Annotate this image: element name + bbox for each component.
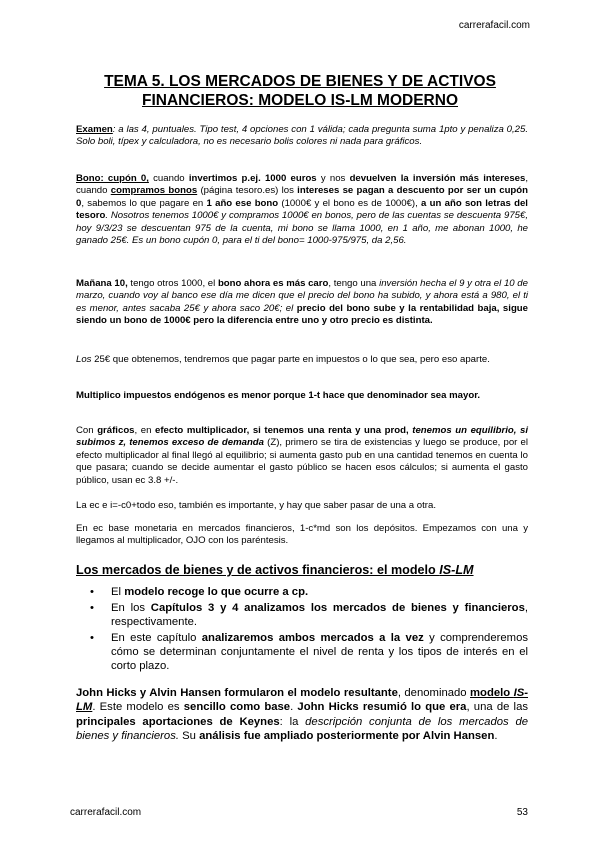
bullet-item xyxy=(90,585,528,599)
text-span: tenemos un equilibrio, si subimos z, tenemos exceso de demanda xyxy=(76,425,529,449)
bullet-icon: • xyxy=(90,632,94,644)
paragraph-graficos xyxy=(76,425,528,487)
text-span: a un año son letras del tesoro xyxy=(76,197,528,222)
text-span: devuelven la inversión más intereses xyxy=(349,173,526,184)
text-span: precio del bono sube y la rentabilidad baja, sigue siendo un bono de 1000€ pero la diferencia entre uno y otro precio es distinta. xyxy=(76,302,528,327)
text-span: 1 año ese bono xyxy=(206,197,279,209)
text-span: , una de las xyxy=(466,701,529,714)
text-span: modelo xyxy=(470,687,514,699)
text-span: : la xyxy=(279,715,306,728)
text-span: inversión hecha el 9 y otra el 10 de marzo, cuando voy al banco ese día me dicen que el precio del bono ha subido, y ahora está a 980, el ti es menor, antes sacaba 25€ y ahora saco 20€; el xyxy=(76,278,528,314)
text-span: , tengo una xyxy=(328,278,380,289)
paragraph-hicks-hansen xyxy=(76,686,528,744)
section-heading-text: Los mercados de bienes y de activos financieros: el modelo xyxy=(76,563,440,577)
text-span: análisis fue ampliado posteriormente por Alvin Hansen xyxy=(199,730,495,743)
text-span: Su xyxy=(179,730,200,743)
text-span: IS-LM xyxy=(76,687,529,714)
text-span: efecto multiplicador, si tenemos una renta y una prod, xyxy=(155,425,413,436)
paragraph-examen xyxy=(76,124,528,149)
text-span: intereses se pagan a descuento por ser un cupón 0 xyxy=(76,185,529,209)
text-span: , en xyxy=(134,425,156,436)
text-span: analizaremos ambos mercados a la vez xyxy=(201,632,424,644)
title-line-2: FINANCIEROS: MODELO IS-LM MODERNO xyxy=(141,92,459,109)
section-heading xyxy=(76,563,528,577)
bullet-item xyxy=(90,631,528,673)
text-span: modelo recoge lo que ocurre a cp. xyxy=(124,586,309,598)
page-title xyxy=(70,72,530,110)
text-span: Multiplico impuestos endógenos es menor porque 1-t hace que denominador sea mayor. xyxy=(76,390,481,401)
paragraph-manana xyxy=(76,278,528,328)
text-span: Capítulos 3 y 4 analizamos los mercados de bienes y financieros xyxy=(150,602,525,614)
text-span: compramos bonos xyxy=(110,185,198,197)
text-span: John Hicks resumió lo que era xyxy=(297,701,467,714)
text-span: (1000€ y el bono es de 1000€), xyxy=(278,197,422,209)
bullet-item xyxy=(90,601,528,629)
text-span: tengo otros 1000, el xyxy=(127,278,218,289)
examen-text: : a las 4, puntuales. Tipo test, 4 opciones con 1 válida; cada pregunta suma 1pto y penaliza 0,25. Solo boli, típex y calculadora, no es necesario bolis colores ni nada para gráficos. xyxy=(76,124,528,148)
examen-label: Examen xyxy=(76,124,113,135)
text-span: cuando xyxy=(148,173,189,184)
text-span: invertimos p.ej. 1000 euros xyxy=(188,173,317,184)
text-span: 25€ que obtenemos, tendremos que pagar parte en impuestos o lo que sea, pero eso aparte. xyxy=(91,354,490,365)
text-span: Los xyxy=(76,354,92,365)
text-span: . Este modelo es xyxy=(92,701,184,714)
text-span: y comprenderemos cómo se determinan conjuntamente el nivel de renta y los tipos de interés en el corto plazo. xyxy=(111,632,528,672)
title-line-1: TEMA 5. LOS MERCADOS DE BIENES Y DE ACTIVOS xyxy=(104,73,496,90)
paragraph-impuestos xyxy=(76,354,528,366)
text-span: , denominado xyxy=(397,687,470,699)
paragraph-bono xyxy=(76,173,528,247)
text-span: . xyxy=(290,701,298,714)
text-span: En este capítulo xyxy=(111,632,202,644)
text-span: y nos xyxy=(316,173,350,184)
bullet-icon: • xyxy=(90,586,94,598)
text-span: . xyxy=(494,730,498,743)
bullet-icon: • xyxy=(90,602,94,614)
section-heading-model: IS-LM xyxy=(439,563,474,577)
page-number: 53 xyxy=(516,807,528,818)
paragraph-base-monetaria: En ec base monetaria en mercados financieros, 1-c*md son los depósitos. Empezamos con una y llegamos al multiplicador, OJO con los paréntesis. xyxy=(76,523,528,547)
text-span: John Hicks y Alvin Hansen formularon el modelo resultante xyxy=(76,687,398,699)
text-span: principales aportaciones de Keynes xyxy=(76,715,280,728)
bono-term: Bono: cupón 0, xyxy=(76,173,149,184)
text-span: , cuando xyxy=(76,173,528,197)
paragraph-multiplico xyxy=(76,390,528,402)
text-span: (Z), primero se tira de existencias y luego se produce, por el efecto multiplicador al final llegó al equilibrio; si aumenta gasto pub en una cantidad tenemos en cuenta lo que pasara; cuando se decide aumentar el gasto público se hacen esos cálculos; si aumenta el gasto público, usan ec 3.8 +/-. xyxy=(76,437,528,486)
text-span: sencillo como base xyxy=(183,701,291,714)
header-site: carrerafacil.com xyxy=(458,20,530,31)
text-span: En los xyxy=(111,602,151,614)
text-span: descripción conjunta de los mercados de bienes y financieros. xyxy=(76,715,529,743)
footer-site: carrerafacil.com xyxy=(70,807,142,818)
text-span: gráficos xyxy=(97,425,135,436)
text-span: Con xyxy=(76,425,98,436)
text-span: , sabemos lo que pagare en xyxy=(81,197,207,209)
text-span: (página tesoro.es) los xyxy=(197,185,298,197)
text-span: El xyxy=(111,586,125,598)
paragraph-ecuacion: La ec e i=-c0+todo eso, también es importante, y hay que saber pasar de una a otra. xyxy=(76,500,436,511)
text-span: . Nosotros tenemos 1000€ y compramos 1000€ en bonos, pero de las cuentas se descuenta 975€, hoy 9/3/23 se descuentan 975 de la cuenta, mi bono se llama 1000, en 1 año, me abonan 1000, he ganado 25€. Es un bono cupón 0, para el ti del bono= 1000-975/975, da 2,56. xyxy=(76,210,528,247)
text-span: Mañana 10, xyxy=(76,278,128,289)
text-span: , respectivamente. xyxy=(111,602,528,628)
text-span: bono ahora es más caro xyxy=(217,278,329,289)
